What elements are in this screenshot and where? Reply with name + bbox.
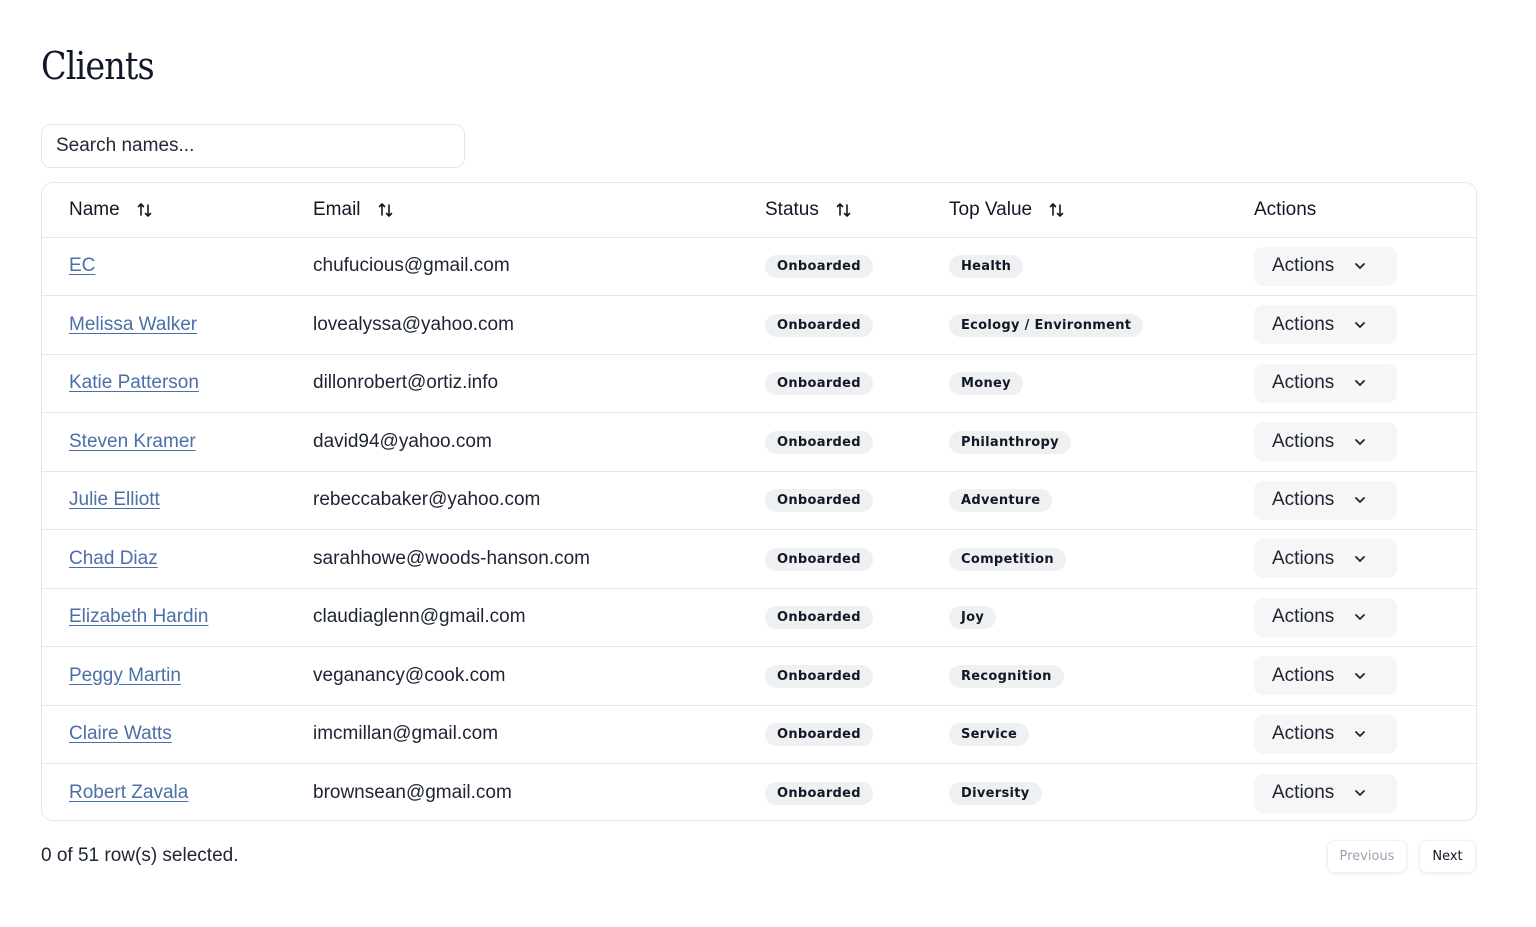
cell-email: rebeccabaker@yahoo.com	[313, 489, 541, 511]
status-badge: Onboarded	[765, 782, 873, 805]
chevron-down-icon	[1352, 317, 1368, 333]
cell-status	[765, 647, 949, 706]
row-actions-button[interactable]	[1254, 481, 1397, 520]
top-value-badge: Service	[949, 723, 1029, 746]
top-value-badge: Recognition	[949, 665, 1064, 688]
cell-name	[42, 705, 313, 764]
cell-name	[42, 237, 313, 296]
top-value-badge: Philanthropy	[949, 431, 1071, 454]
cell-status	[765, 296, 949, 355]
status-badge: Onboarded	[765, 723, 873, 746]
chevron-down-icon	[1352, 726, 1368, 742]
cell-actions	[1254, 764, 1476, 822]
row-actions-label: Actions	[1272, 255, 1335, 277]
row-actions-label: Actions	[1272, 372, 1335, 394]
row-actions-button[interactable]	[1254, 539, 1397, 578]
table-row	[42, 413, 1476, 472]
client-name-link[interactable]: Steven Kramer	[69, 430, 196, 452]
client-name-link[interactable]: Robert Zavala	[69, 782, 189, 803]
selection-status: 0 of 51 row(s) selected.	[41, 845, 239, 866]
table-header-row	[42, 183, 1476, 237]
cell-name	[42, 471, 313, 530]
cell-email: sarahhowe@woods-hanson.com	[313, 547, 590, 569]
client-name-link[interactable]: Peggy Martin	[69, 664, 181, 686]
client-name-link[interactable]: Melissa Walker	[69, 313, 198, 335]
cell-actions	[1254, 647, 1476, 706]
cell-top-value	[949, 647, 1254, 706]
cell-status	[765, 530, 949, 589]
row-actions-button[interactable]	[1254, 598, 1397, 637]
chevron-down-icon	[1352, 609, 1368, 625]
sort-arrows-icon[interactable]	[1048, 201, 1066, 219]
cell-top-value	[949, 764, 1254, 822]
column-header-status-label: Status	[765, 198, 819, 220]
client-name-link[interactable]: Chad Diaz	[69, 547, 158, 569]
chevron-down-icon	[1352, 258, 1368, 274]
cell-top-value	[949, 413, 1254, 472]
cell-top-value	[949, 354, 1254, 413]
cell-email: veganancy@cook.com	[313, 664, 506, 686]
table-row	[42, 471, 1476, 530]
cell-actions	[1254, 705, 1476, 764]
table-row	[42, 296, 1476, 355]
top-value-badge: Adventure	[949, 489, 1052, 512]
table-row	[42, 764, 1476, 822]
cell-top-value	[949, 705, 1254, 764]
cell-status	[765, 413, 949, 472]
cell-actions	[1254, 296, 1476, 355]
table-row	[42, 354, 1476, 413]
row-actions-label: Actions	[1272, 547, 1335, 569]
status-badge: Onboarded	[765, 255, 873, 278]
column-header-name[interactable]	[42, 183, 313, 237]
status-badge: Onboarded	[765, 665, 873, 688]
client-name-link[interactable]: Julie Elliott	[69, 489, 160, 511]
top-value-badge: Competition	[949, 548, 1066, 571]
row-actions-label: Actions	[1272, 313, 1335, 335]
cell-actions	[1254, 354, 1476, 413]
cell-status	[765, 588, 949, 647]
search-input[interactable]	[41, 124, 465, 168]
chevron-down-icon	[1352, 434, 1368, 450]
cell-name	[42, 764, 313, 822]
cell-email: claudiaglenn@gmail.com	[313, 606, 526, 628]
column-header-email[interactable]	[313, 183, 765, 237]
cell-status	[765, 705, 949, 764]
row-actions-button[interactable]	[1254, 247, 1397, 286]
cell-status	[765, 471, 949, 530]
row-actions-label: Actions	[1272, 606, 1335, 628]
top-value-badge: Ecology / Environment	[949, 314, 1143, 337]
status-badge: Onboarded	[765, 314, 873, 337]
cell-name	[42, 413, 313, 472]
table-row	[42, 588, 1476, 647]
cell-top-value	[949, 471, 1254, 530]
chevron-down-icon	[1352, 375, 1368, 391]
top-value-badge: Money	[949, 372, 1023, 395]
row-actions-label: Actions	[1272, 430, 1335, 452]
cell-actions	[1254, 588, 1476, 647]
sort-arrows-icon[interactable]	[835, 201, 853, 219]
cell-top-value	[949, 588, 1254, 647]
cell-actions	[1254, 413, 1476, 472]
column-header-top-value[interactable]	[949, 183, 1254, 237]
cell-actions	[1254, 530, 1476, 589]
row-actions-button[interactable]	[1254, 422, 1397, 461]
cell-name	[42, 354, 313, 413]
chevron-down-icon	[1352, 785, 1368, 801]
cell-top-value	[949, 530, 1254, 589]
chevron-down-icon	[1352, 551, 1368, 567]
cell-status	[765, 237, 949, 296]
top-value-badge: Joy	[949, 606, 996, 629]
row-actions-label: Actions	[1272, 664, 1335, 686]
row-actions-button[interactable]	[1254, 364, 1397, 403]
row-actions-button[interactable]	[1254, 774, 1397, 813]
cell-email: david94@yahoo.com	[313, 430, 492, 452]
row-actions-label: Actions	[1272, 489, 1335, 511]
row-actions-button[interactable]	[1254, 715, 1397, 754]
column-header-status[interactable]	[765, 183, 949, 237]
cell-email: lovealyssa@yahoo.com	[313, 313, 514, 335]
row-actions-button[interactable]	[1254, 656, 1397, 695]
row-actions-button[interactable]	[1254, 305, 1397, 344]
table-row	[42, 647, 1476, 706]
cell-actions	[1254, 471, 1476, 530]
cell-name	[42, 647, 313, 706]
cell-status	[765, 764, 949, 822]
cell-top-value	[949, 237, 1254, 296]
cell-status	[765, 354, 949, 413]
column-header-top-value-label: Top Value	[949, 198, 1033, 220]
page-title: Clients	[41, 44, 154, 88]
cell-email: brownsean@gmail.com	[313, 782, 512, 803]
cell-top-value	[949, 296, 1254, 355]
table-row	[42, 237, 1476, 296]
status-badge: Onboarded	[765, 431, 873, 454]
status-badge: Onboarded	[765, 548, 873, 571]
top-value-badge: Diversity	[949, 782, 1042, 805]
next-page-button[interactable]: Next	[1419, 840, 1476, 873]
table-row	[42, 705, 1476, 764]
cell-name	[42, 296, 313, 355]
column-header-actions: Actions	[1254, 198, 1317, 220]
sort-arrows-icon[interactable]	[377, 201, 395, 219]
status-badge: Onboarded	[765, 606, 873, 629]
client-name-link[interactable]: EC	[69, 255, 96, 277]
client-name-link[interactable]: Katie Patterson	[69, 372, 199, 394]
table-row	[42, 530, 1476, 589]
cell-name	[42, 588, 313, 647]
cell-email: dillonrobert@ortiz.info	[313, 372, 499, 394]
column-header-email-label: Email	[313, 198, 361, 220]
row-actions-label: Actions	[1272, 782, 1335, 803]
cell-actions	[1254, 237, 1476, 296]
cell-email: chufucious@gmail.com	[313, 255, 510, 277]
status-badge: Onboarded	[765, 372, 873, 395]
sort-arrows-icon[interactable]	[136, 201, 154, 219]
cell-email: imcmillan@gmail.com	[313, 723, 499, 745]
client-name-link[interactable]: Elizabeth Hardin	[69, 606, 209, 628]
chevron-down-icon	[1352, 668, 1368, 684]
clients-table	[41, 182, 1477, 821]
client-name-link[interactable]: Claire Watts	[69, 723, 172, 745]
row-actions-label: Actions	[1272, 723, 1335, 745]
status-badge: Onboarded	[765, 489, 873, 512]
cell-name	[42, 530, 313, 589]
chevron-down-icon	[1352, 492, 1368, 508]
top-value-badge: Health	[949, 255, 1023, 278]
previous-page-button[interactable]: Previous	[1327, 840, 1407, 873]
column-header-name-label: Name	[69, 198, 120, 220]
